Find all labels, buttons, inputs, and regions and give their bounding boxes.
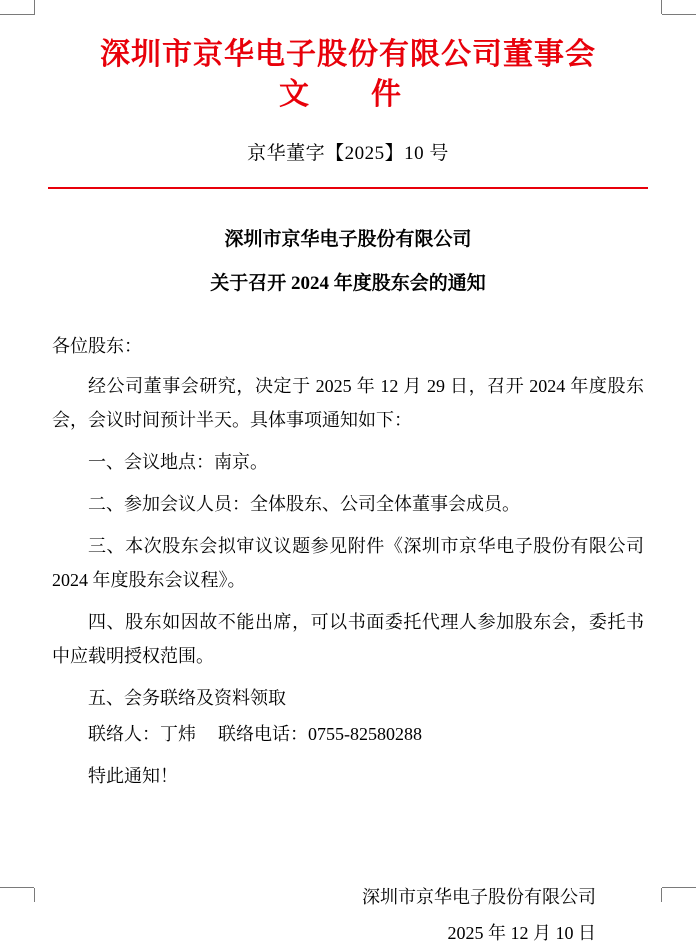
body-paragraph-1: 经公司董事会研究，决定于 2025 年 12 月 29 日，召开 2024 年度股东会，会议时间预计半天。具体事项通知如下：: [52, 376, 644, 430]
contact-name: 丁炜: [160, 724, 196, 744]
body-paragraph-5: 四、股东如因故不能出席，可以书面委托代理人参加股东会，委托书中应载明授权范围。: [52, 612, 644, 666]
document-number: 京华董字【2025】10 号: [247, 143, 449, 164]
signature-date: 2025 年 12 月 10 日: [447, 923, 596, 943]
contact-line: [52, 717, 644, 751]
document-title-line2: 文 件: [279, 78, 417, 111]
subject-line-1: 深圳市京华电子股份有限公司: [224, 229, 472, 250]
body-paragraph-6: 五、会务联络及资料领取: [88, 688, 286, 708]
contact-phone-label: 联络电话：: [218, 724, 308, 744]
body-paragraph-3: 二、参加会议人员：全体股东、公司全体董事会成员。: [88, 494, 520, 514]
signature-block: [52, 879, 644, 951]
contact-label: 联络人：: [88, 724, 160, 744]
closing-line: 特此通知！: [88, 766, 178, 786]
signer-name: 深圳市京华电子股份有限公司: [362, 887, 596, 907]
document-subject: [52, 223, 644, 301]
salutation: 各位股东：: [52, 336, 142, 356]
contact-phone-value: 0755-82580288: [308, 724, 422, 744]
body-paragraph-2: 一、会议地点：南京。: [88, 452, 268, 472]
subject-line-2: 关于召开 2024 年度股东会的通知: [210, 273, 486, 294]
document-title-line1: 深圳市京华电子股份有限公司董事会: [100, 38, 596, 71]
header-red-rule: [48, 187, 648, 189]
body-paragraph-4: 三、本次股东会拟审议议题参见附件《深圳市京华电子股份有限公司 2024 年度股东会议程》。: [52, 536, 644, 590]
